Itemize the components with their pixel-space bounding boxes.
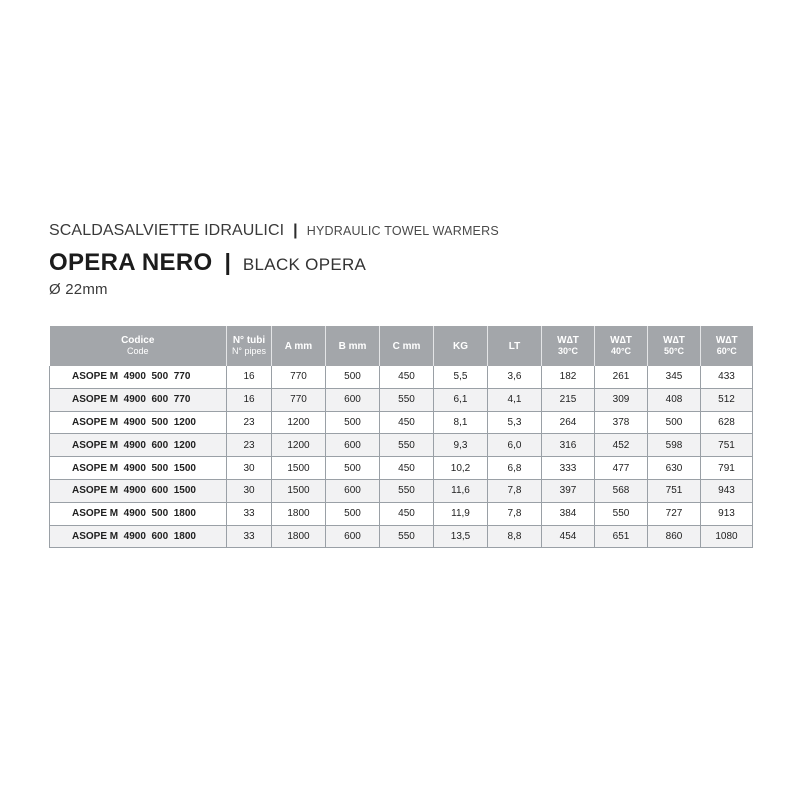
table-cell: 23 <box>227 411 272 434</box>
table-body <box>50 366 753 548</box>
table-cell-code: ASOPE M 4900 500 770 <box>50 366 227 388</box>
col-header-kg <box>434 326 488 366</box>
col-header-label: W∆T <box>610 335 632 346</box>
table-cell: 378 <box>595 411 648 434</box>
table-cell: 433 <box>701 366 753 388</box>
table-cell-code: ASOPE M 4900 500 1200 <box>50 411 227 434</box>
col-header-label: LT <box>508 340 521 352</box>
table-cell: 500 <box>326 502 380 525</box>
table-cell: 450 <box>380 366 434 388</box>
table-cell: 727 <box>648 502 701 525</box>
table-cell: 751 <box>701 434 753 457</box>
col-header-sub: Code <box>126 346 149 356</box>
category-line <box>49 222 759 240</box>
table-cell: 10,2 <box>434 457 488 480</box>
col-header-lt <box>488 326 542 366</box>
col-header-label: A mm <box>284 340 313 352</box>
table-cell: 500 <box>326 366 380 388</box>
table-cell: 770 <box>272 388 326 411</box>
table-cell: 600 <box>326 434 380 457</box>
table-cell: 345 <box>648 366 701 388</box>
table-row <box>50 502 753 525</box>
table-cell: 1200 <box>272 434 326 457</box>
table-cell: 1500 <box>272 479 326 502</box>
table-cell: 454 <box>542 525 595 548</box>
table-cell: 4,1 <box>488 388 542 411</box>
title-separator: | <box>224 249 231 275</box>
col-header-sub: N° pipes <box>231 346 267 356</box>
table-cell: 6,1 <box>434 388 488 411</box>
table-row <box>50 434 753 457</box>
table-cell: 500 <box>326 411 380 434</box>
category-en: HYDRAULIC TOWEL WARMERS <box>306 224 499 238</box>
col-header-pipes <box>227 326 272 366</box>
table-cell: 6,8 <box>488 457 542 480</box>
table-cell: 23 <box>227 434 272 457</box>
table-cell: 16 <box>227 366 272 388</box>
header <box>49 222 759 298</box>
table-cell: 450 <box>380 457 434 480</box>
table-cell: 500 <box>326 457 380 480</box>
table-cell: 6,0 <box>488 434 542 457</box>
table-cell: 9,3 <box>434 434 488 457</box>
page-title: OPERA NERO <box>49 249 213 276</box>
col-header-sub: 60°C <box>716 346 737 356</box>
col-header-a <box>272 326 326 366</box>
page-title-en: BLACK OPERA <box>242 255 367 274</box>
table-cell: 397 <box>542 479 595 502</box>
table-cell: 550 <box>380 388 434 411</box>
table-cell: 600 <box>326 525 380 548</box>
table-cell: 450 <box>380 502 434 525</box>
table-cell: 316 <box>542 434 595 457</box>
spec-table <box>49 326 753 548</box>
col-header-label: B mm <box>338 340 367 352</box>
table-cell: 30 <box>227 457 272 480</box>
table-cell: 630 <box>648 457 701 480</box>
table-row <box>50 366 753 388</box>
col-header-label: N° tubi <box>232 335 266 346</box>
col-header-label: Codice <box>121 335 155 346</box>
table-cell-code: ASOPE M 4900 600 1500 <box>50 479 227 502</box>
table-cell: 500 <box>648 411 701 434</box>
col-header-label: KG <box>453 340 468 352</box>
col-header-c <box>380 326 434 366</box>
table-cell: 550 <box>380 434 434 457</box>
table-cell: 651 <box>595 525 648 548</box>
category-it: SCALDASALVIETTE IDRAULICI <box>49 222 285 239</box>
table-cell: 550 <box>595 502 648 525</box>
col-header-label: W∆T <box>557 335 579 346</box>
table-cell: 751 <box>648 479 701 502</box>
col-header-sub: 40°C <box>610 346 632 356</box>
table-row <box>50 479 753 502</box>
title-line <box>49 249 759 277</box>
table-cell-code: ASOPE M 4900 600 1200 <box>50 434 227 457</box>
table-cell: 628 <box>701 411 753 434</box>
table-cell: 1800 <box>272 502 326 525</box>
col-header-code <box>50 326 227 366</box>
table-cell-code: ASOPE M 4900 600 1800 <box>50 525 227 548</box>
col-header-label: C mm <box>392 340 421 352</box>
table-cell: 333 <box>542 457 595 480</box>
col-header-sub: 30°C <box>557 346 579 356</box>
table-cell: 568 <box>595 479 648 502</box>
col-header-sub: 50°C <box>663 346 685 356</box>
col-header-label: W∆T <box>663 335 685 346</box>
table-cell: 600 <box>326 479 380 502</box>
col-header-w40 <box>595 326 648 366</box>
table-cell: 450 <box>380 411 434 434</box>
col-header-label: W∆T <box>715 335 738 346</box>
table-cell: 11,6 <box>434 479 488 502</box>
table-cell: 261 <box>595 366 648 388</box>
table-cell: 13,5 <box>434 525 488 548</box>
table-cell: 913 <box>701 502 753 525</box>
table-cell: 550 <box>380 479 434 502</box>
diameter-label: Ø 22mm <box>49 281 108 298</box>
table-cell: 309 <box>595 388 648 411</box>
col-header-w30 <box>542 326 595 366</box>
table-cell: 408 <box>648 388 701 411</box>
table-cell: 770 <box>272 366 326 388</box>
table-row <box>50 411 753 434</box>
table-cell: 7,8 <box>488 479 542 502</box>
table-cell: 8,8 <box>488 525 542 548</box>
table-cell: 5,5 <box>434 366 488 388</box>
category-separator: | <box>293 222 298 239</box>
table-cell: 182 <box>542 366 595 388</box>
table-cell: 33 <box>227 525 272 548</box>
col-header-w50 <box>648 326 701 366</box>
table-cell: 5,3 <box>488 411 542 434</box>
table-cell: 1800 <box>272 525 326 548</box>
table-cell: 1200 <box>272 411 326 434</box>
table-row <box>50 525 753 548</box>
table-cell-code: ASOPE M 4900 500 1800 <box>50 502 227 525</box>
table-cell: 791 <box>701 457 753 480</box>
table-cell-code: ASOPE M 4900 500 1500 <box>50 457 227 480</box>
col-header-b <box>326 326 380 366</box>
table-cell: 7,8 <box>488 502 542 525</box>
table-cell: 512 <box>701 388 753 411</box>
table-cell: 33 <box>227 502 272 525</box>
table-cell-code: ASOPE M 4900 600 770 <box>50 388 227 411</box>
table-cell: 8,1 <box>434 411 488 434</box>
table-cell: 215 <box>542 388 595 411</box>
table-cell: 11,9 <box>434 502 488 525</box>
table-cell: 1080 <box>701 525 753 548</box>
table-cell: 264 <box>542 411 595 434</box>
table-cell: 452 <box>595 434 648 457</box>
table-row <box>50 457 753 480</box>
table-cell: 3,6 <box>488 366 542 388</box>
table-cell: 860 <box>648 525 701 548</box>
table-cell: 600 <box>326 388 380 411</box>
table-cell: 30 <box>227 479 272 502</box>
table-cell: 16 <box>227 388 272 411</box>
table-cell: 943 <box>701 479 753 502</box>
col-header-w60 <box>701 326 753 366</box>
table-header-row <box>50 326 753 366</box>
table-cell: 598 <box>648 434 701 457</box>
table-cell: 1500 <box>272 457 326 480</box>
table-row <box>50 388 753 411</box>
table-cell: 384 <box>542 502 595 525</box>
table-cell: 477 <box>595 457 648 480</box>
table-cell: 550 <box>380 525 434 548</box>
